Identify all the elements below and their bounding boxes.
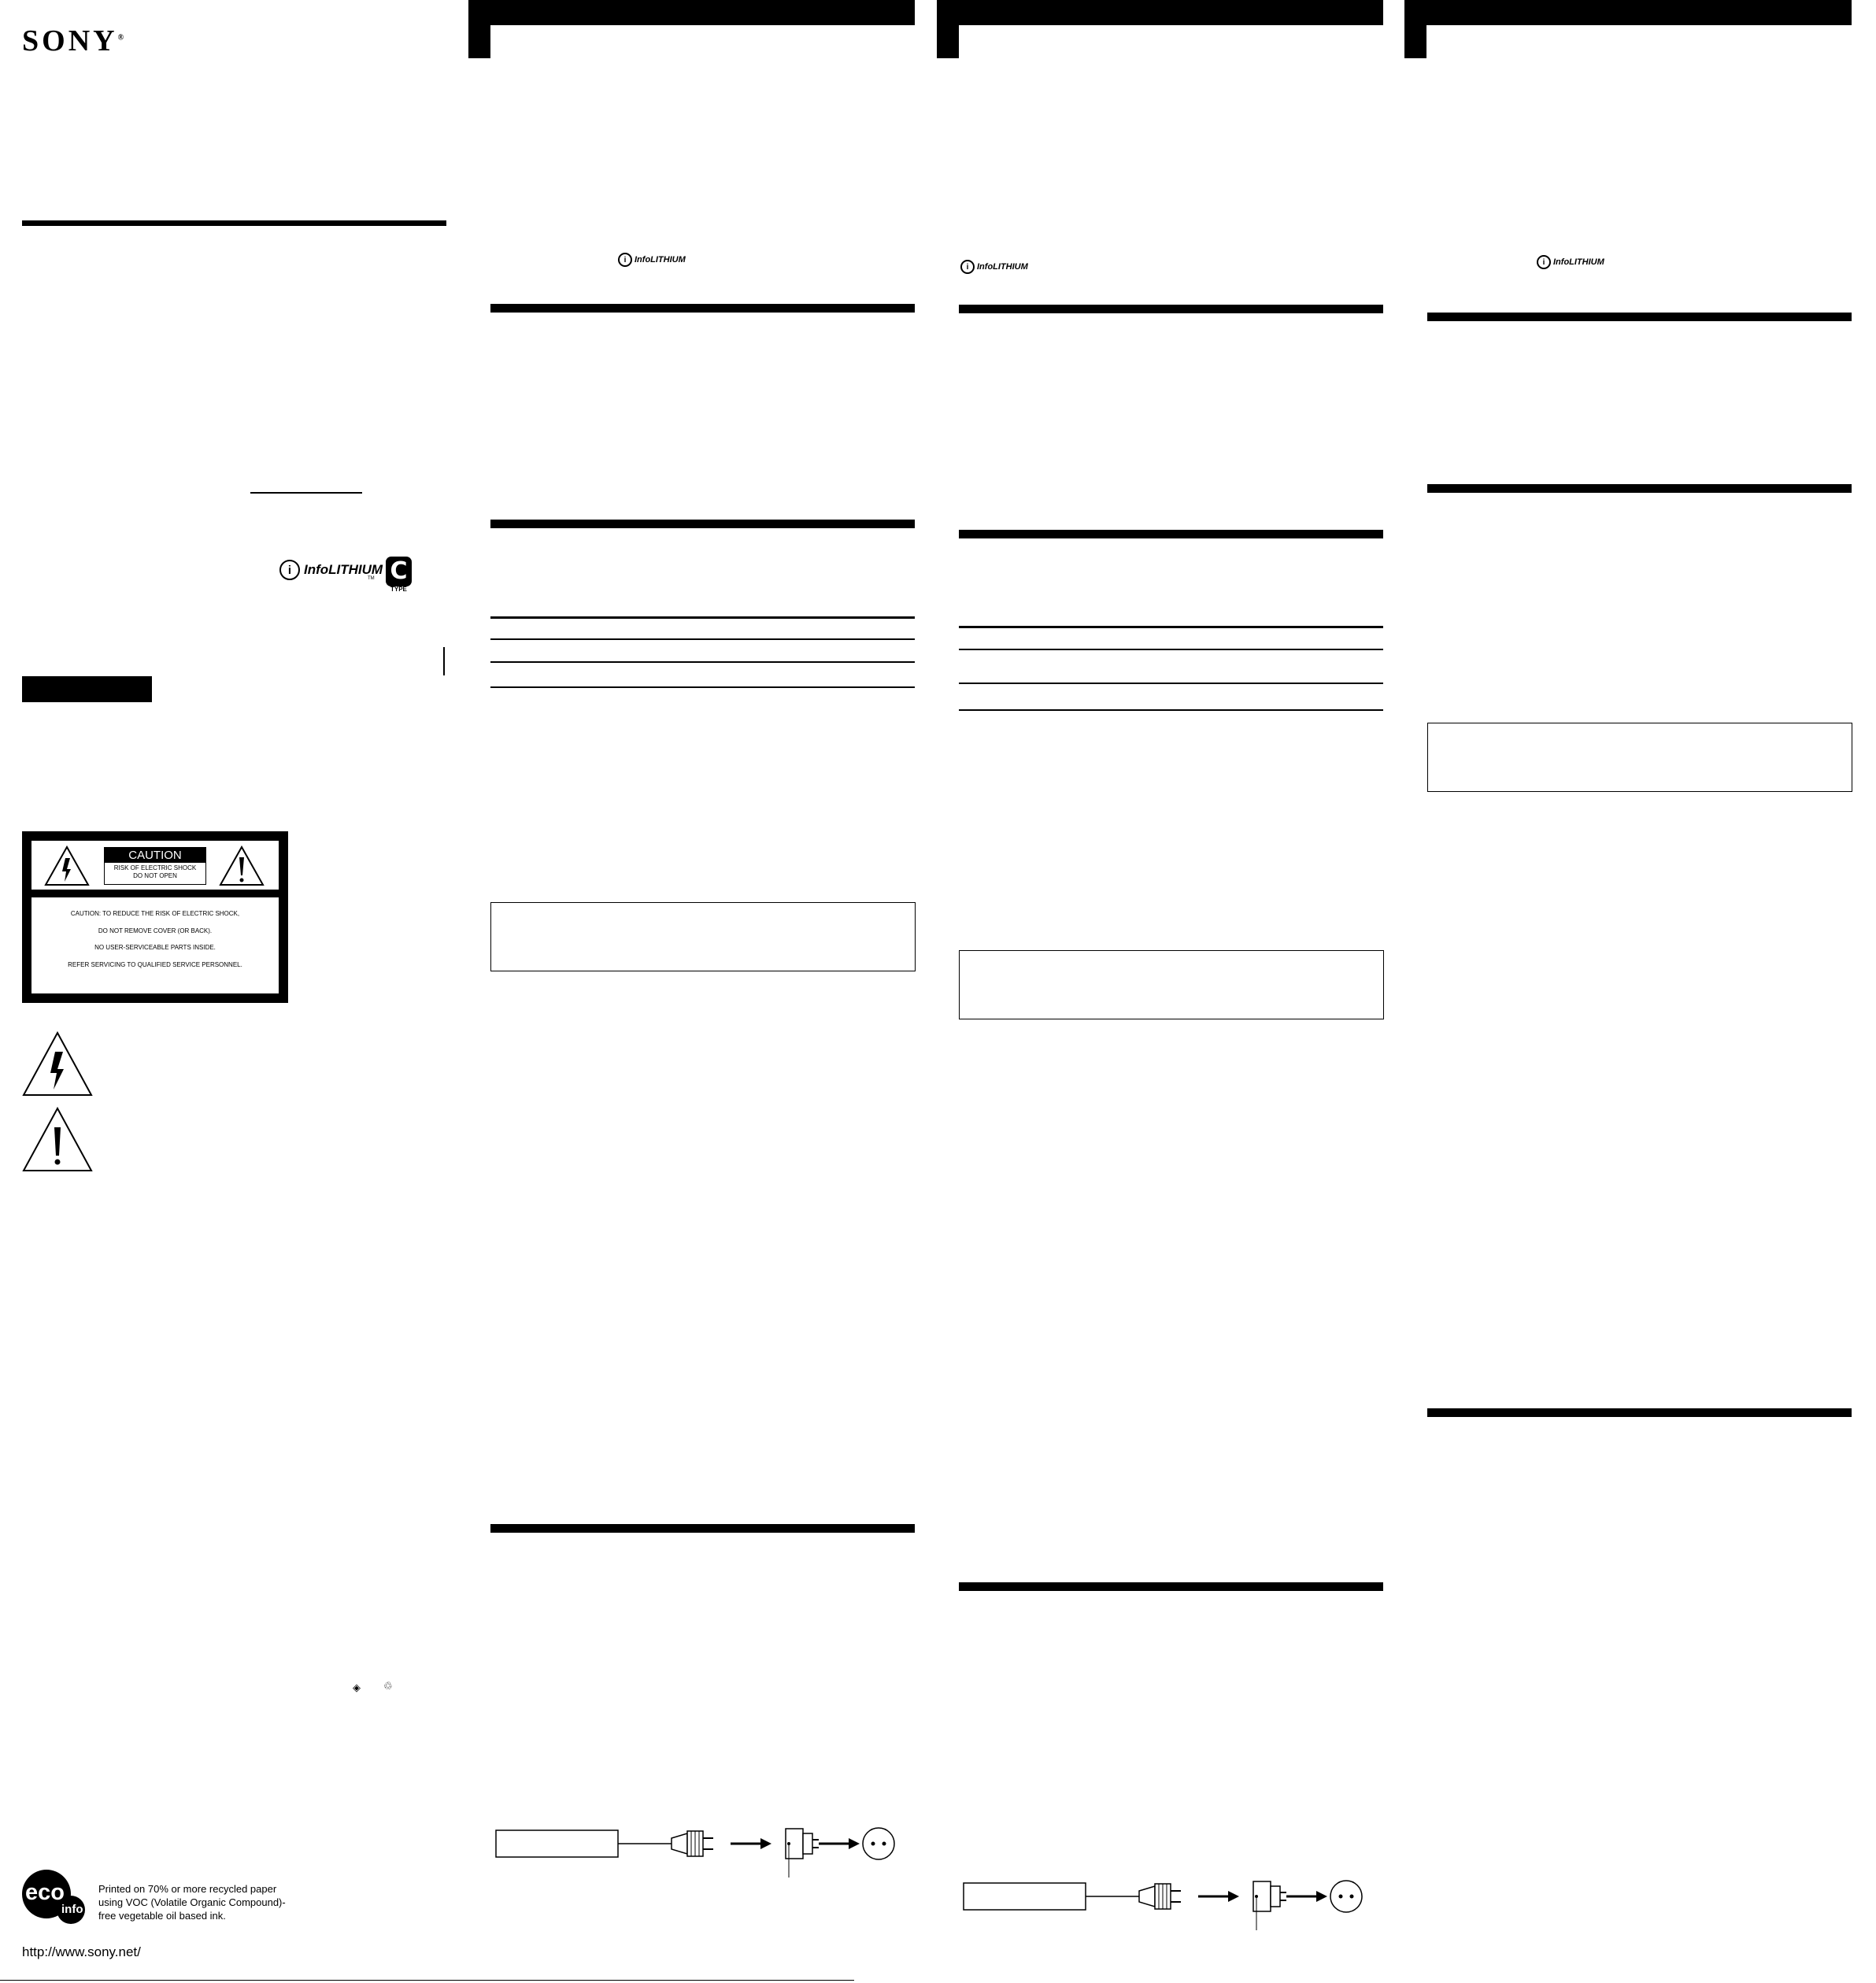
- infolithium-logo: i InfoLITHIUM: [1537, 255, 1604, 269]
- col4-header-bar: [1404, 0, 1852, 25]
- sony-url[interactable]: http://www.sony.net/: [22, 1944, 141, 1959]
- model-underline: [250, 492, 362, 494]
- title-rule: [22, 220, 446, 226]
- margin-tick: [443, 647, 445, 675]
- table-row-rule: [490, 638, 915, 640]
- eco-note: Printed on 70% or more recycled paper using VOC (Volatile Organic Compound)- free vegetable oil based ink.: [98, 1883, 286, 1922]
- note-box: [959, 950, 1384, 1019]
- exclamation-warning-icon: [22, 1107, 93, 1173]
- plug-adaptor-icon: [786, 1829, 819, 1878]
- table-top-rule: [490, 616, 915, 619]
- wall-outlet-icon: [863, 1828, 894, 1859]
- col3-header-bar: [937, 0, 1383, 25]
- table-row-rule: [959, 683, 1383, 684]
- section-rule: [1427, 313, 1852, 321]
- wall-outlet-icon: [1330, 1881, 1362, 1912]
- infolithium-logo: i InfoLITHIUM: [618, 253, 686, 267]
- col2-header-bar: [468, 0, 915, 25]
- info-i-icon: i: [618, 253, 632, 267]
- info-i-icon: i: [279, 560, 300, 580]
- caution-header: CAUTION RISK OF ELECTRIC SHOCK DO NOT OPEN: [104, 847, 206, 885]
- section-rule: [959, 1582, 1383, 1591]
- sony-logo: SONY®: [22, 24, 124, 57]
- table-row-rule: [959, 649, 1383, 650]
- plug-adaptor-diagram: [494, 1822, 904, 1881]
- info-i-icon: i: [1537, 255, 1551, 269]
- c-type-label: TYPE: [390, 586, 407, 593]
- section-rule: [490, 1524, 915, 1533]
- col2-header-tab: [468, 0, 490, 58]
- section-rule: [490, 520, 915, 528]
- c-type-badge: C: [386, 557, 412, 586]
- material-symbol-icon: ♲: [383, 1680, 393, 1692]
- section-rule: [959, 530, 1383, 538]
- table-bottom-rule: [490, 686, 915, 688]
- caution-text: CAUTION: TO REDUCE THE RISK OF ELECTRIC SHOCK, DO NOT REMOVE COVER (OR BACK). NO USER-SERVICEABLE PARTS INSIDE. REFER SERVICING TO QUALIFIED SERVICE PERSONNEL.: [68, 910, 242, 968]
- trademark-mark: TM: [368, 576, 375, 581]
- table-bottom-rule: [959, 709, 1383, 711]
- section-rule: [490, 304, 915, 313]
- note-box: [490, 902, 916, 971]
- page-edge-line: [0, 1980, 854, 1981]
- section-rule: [1427, 1408, 1852, 1417]
- plug-adaptor-icon: [1253, 1881, 1286, 1930]
- exclamation-warning-icon: [219, 845, 265, 886]
- section-rule: [959, 305, 1383, 313]
- eco-info-logo: eco info: [22, 1870, 87, 1925]
- power-plug-icon: [672, 1831, 713, 1856]
- caution-label: [22, 831, 288, 1003]
- section-rule: [1427, 484, 1852, 493]
- charger-body: [496, 1830, 618, 1857]
- infolithium-logo: i InfoLITHIUM: [279, 560, 383, 580]
- lightning-warning-icon: [22, 1031, 93, 1097]
- power-plug-icon: [1139, 1884, 1181, 1909]
- table-row-rule: [490, 661, 915, 663]
- infolithium-logo: i InfoLITHIUM: [960, 260, 1028, 274]
- charger-body: [964, 1883, 1086, 1910]
- recycle-symbol-icon: ◈: [353, 1681, 361, 1693]
- lightning-warning-icon: [44, 845, 90, 886]
- note-box: [1427, 723, 1852, 792]
- plug-adaptor-diagram: [962, 1875, 1371, 1934]
- col3-header-tab: [937, 0, 959, 58]
- info-i-icon: i: [960, 260, 975, 274]
- col4-header-tab: [1404, 0, 1426, 58]
- language-tab: [22, 676, 152, 702]
- caution-separator: [31, 890, 279, 897]
- table-top-rule: [959, 626, 1383, 628]
